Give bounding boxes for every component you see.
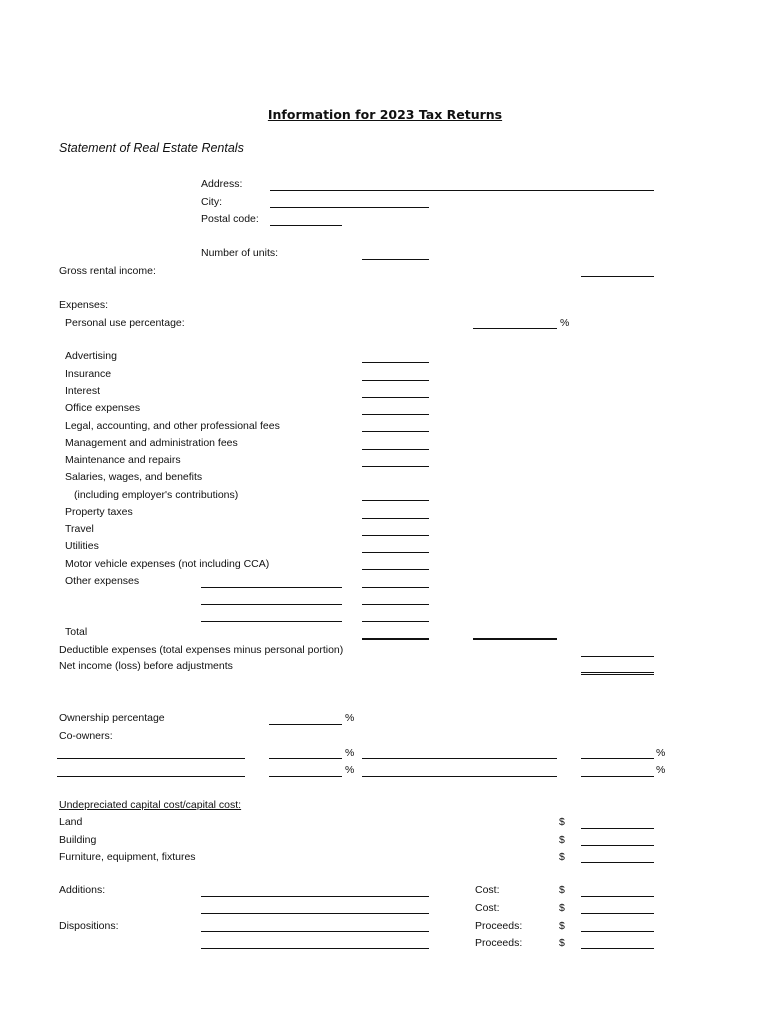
disposition-proceeds-field[interactable]: [581, 931, 654, 932]
gross-income-field[interactable]: [581, 276, 654, 277]
address-label: Address:: [201, 178, 243, 190]
addition-description-field[interactable]: [201, 896, 429, 897]
ucc-item-label: Furniture, equipment, fixtures: [59, 851, 196, 863]
postal-code-field[interactable]: [270, 225, 342, 226]
personal-portion-total-field[interactable]: [473, 638, 557, 640]
gross-income-label: Gross rental income:: [59, 265, 156, 277]
units-label: Number of units:: [201, 247, 279, 259]
expense-label: Utilities: [65, 540, 99, 552]
address-field[interactable]: [270, 190, 654, 191]
percent-sign: %: [345, 747, 355, 759]
expense-label: Insurance: [65, 368, 112, 380]
expenses-heading: Expenses:: [59, 299, 109, 311]
dollar-sign: $: [559, 834, 565, 846]
addition-cost-field[interactable]: [581, 913, 654, 914]
total-expenses-field[interactable]: [362, 638, 429, 640]
other-expense-description-field[interactable]: [201, 621, 342, 622]
dollar-sign: $: [559, 937, 565, 949]
coowner-percentage-field[interactable]: [269, 758, 342, 759]
dispositions-label: Dispositions:: [59, 920, 119, 932]
city-field[interactable]: [270, 207, 429, 208]
coowner-name-field[interactable]: [362, 758, 557, 759]
coowner-name-field[interactable]: [57, 758, 245, 759]
utilities-field[interactable]: [362, 552, 429, 553]
ownership-label: Ownership percentage: [59, 712, 165, 724]
deductible-expenses-field[interactable]: [581, 656, 654, 657]
addition-description-field[interactable]: [201, 913, 429, 914]
management-fees-field[interactable]: [362, 449, 429, 450]
section-title: Statement of Real Estate Rentals: [59, 141, 244, 155]
coowners-label: Co-owners:: [59, 730, 113, 742]
dollar-sign: $: [559, 902, 565, 914]
disposition-description-field[interactable]: [201, 948, 429, 949]
total-label: Total: [65, 626, 88, 638]
expense-label: Property taxes: [65, 506, 133, 518]
ownership-percentage-field[interactable]: [269, 724, 342, 725]
expense-label: (including employer's contributions): [74, 489, 239, 501]
travel-field[interactable]: [362, 535, 429, 536]
percent-sign: %: [345, 712, 355, 724]
percent-sign: %: [656, 764, 666, 776]
city-label: City:: [201, 196, 222, 208]
expense-label: Travel: [65, 523, 94, 535]
cost-label: Cost:: [475, 884, 500, 896]
interest-field[interactable]: [362, 397, 429, 398]
ucc-item-label: Land: [59, 816, 83, 828]
deductible-expenses-label: Deductible expenses (total expenses minus personal portion): [59, 644, 344, 656]
dollar-sign: $: [559, 920, 565, 932]
building-field[interactable]: [581, 845, 654, 846]
postal-code-label: Postal code:: [201, 213, 259, 225]
maintenance-field[interactable]: [362, 466, 429, 467]
expense-label: Maintenance and repairs: [65, 454, 181, 466]
cost-label: Cost:: [475, 902, 500, 914]
furniture-field[interactable]: [581, 862, 654, 863]
personal-use-field[interactable]: [473, 328, 557, 329]
ucc-item-label: Building: [59, 834, 97, 846]
expense-label: Management and administration fees: [65, 437, 238, 449]
proceeds-label: Proceeds:: [475, 937, 523, 949]
percent-sign: %: [560, 317, 570, 329]
ucc-heading: Undepreciated capital cost/capital cost:: [59, 799, 242, 811]
expense-label: Advertising: [65, 350, 117, 362]
dollar-sign: $: [559, 884, 565, 896]
coowner-name-field[interactable]: [362, 776, 557, 777]
expense-label: Other expenses: [65, 575, 140, 587]
disposition-proceeds-field[interactable]: [581, 948, 654, 949]
land-field[interactable]: [581, 828, 654, 829]
net-income-label: Net income (loss) before adjustments: [59, 660, 233, 672]
coowner-percentage-field[interactable]: [581, 758, 654, 759]
insurance-field[interactable]: [362, 380, 429, 381]
office-expenses-field[interactable]: [362, 414, 429, 415]
salaries-field[interactable]: [362, 500, 429, 501]
percent-sign: %: [656, 747, 666, 759]
coowner-percentage-field[interactable]: [581, 776, 654, 777]
dollar-sign: $: [559, 851, 565, 863]
addition-cost-field[interactable]: [581, 896, 654, 897]
disposition-description-field[interactable]: [201, 931, 429, 932]
advertising-field[interactable]: [362, 362, 429, 363]
coowner-percentage-field[interactable]: [269, 776, 342, 777]
coowner-name-field[interactable]: [57, 776, 245, 777]
expense-label: Office expenses: [65, 402, 141, 414]
professional-fees-field[interactable]: [362, 431, 429, 432]
expense-label: Salaries, wages, and benefits: [65, 471, 203, 483]
expense-label: Motor vehicle expenses (not including CCA): [65, 558, 270, 570]
other-expense-amount-field[interactable]: [362, 604, 429, 605]
other-expense-description-field[interactable]: [201, 604, 342, 605]
expense-label: Legal, accounting, and other professional fees: [65, 420, 280, 432]
expense-label: Interest: [65, 385, 101, 397]
percent-sign: %: [345, 764, 355, 776]
property-taxes-field[interactable]: [362, 518, 429, 519]
net-income-field[interactable]: [581, 672, 654, 675]
page-title: Information for 2023 Tax Returns: [267, 107, 503, 122]
dollar-sign: $: [559, 816, 565, 828]
other-expense-amount-field[interactable]: [362, 621, 429, 622]
additions-label: Additions:: [59, 884, 106, 896]
other-expense-description-field[interactable]: [201, 587, 342, 588]
motor-vehicle-field[interactable]: [362, 569, 429, 570]
units-field[interactable]: [362, 259, 429, 260]
personal-use-label: Personal use percentage:: [65, 317, 185, 329]
other-expense-amount-field[interactable]: [362, 587, 429, 588]
proceeds-label: Proceeds:: [475, 920, 523, 932]
